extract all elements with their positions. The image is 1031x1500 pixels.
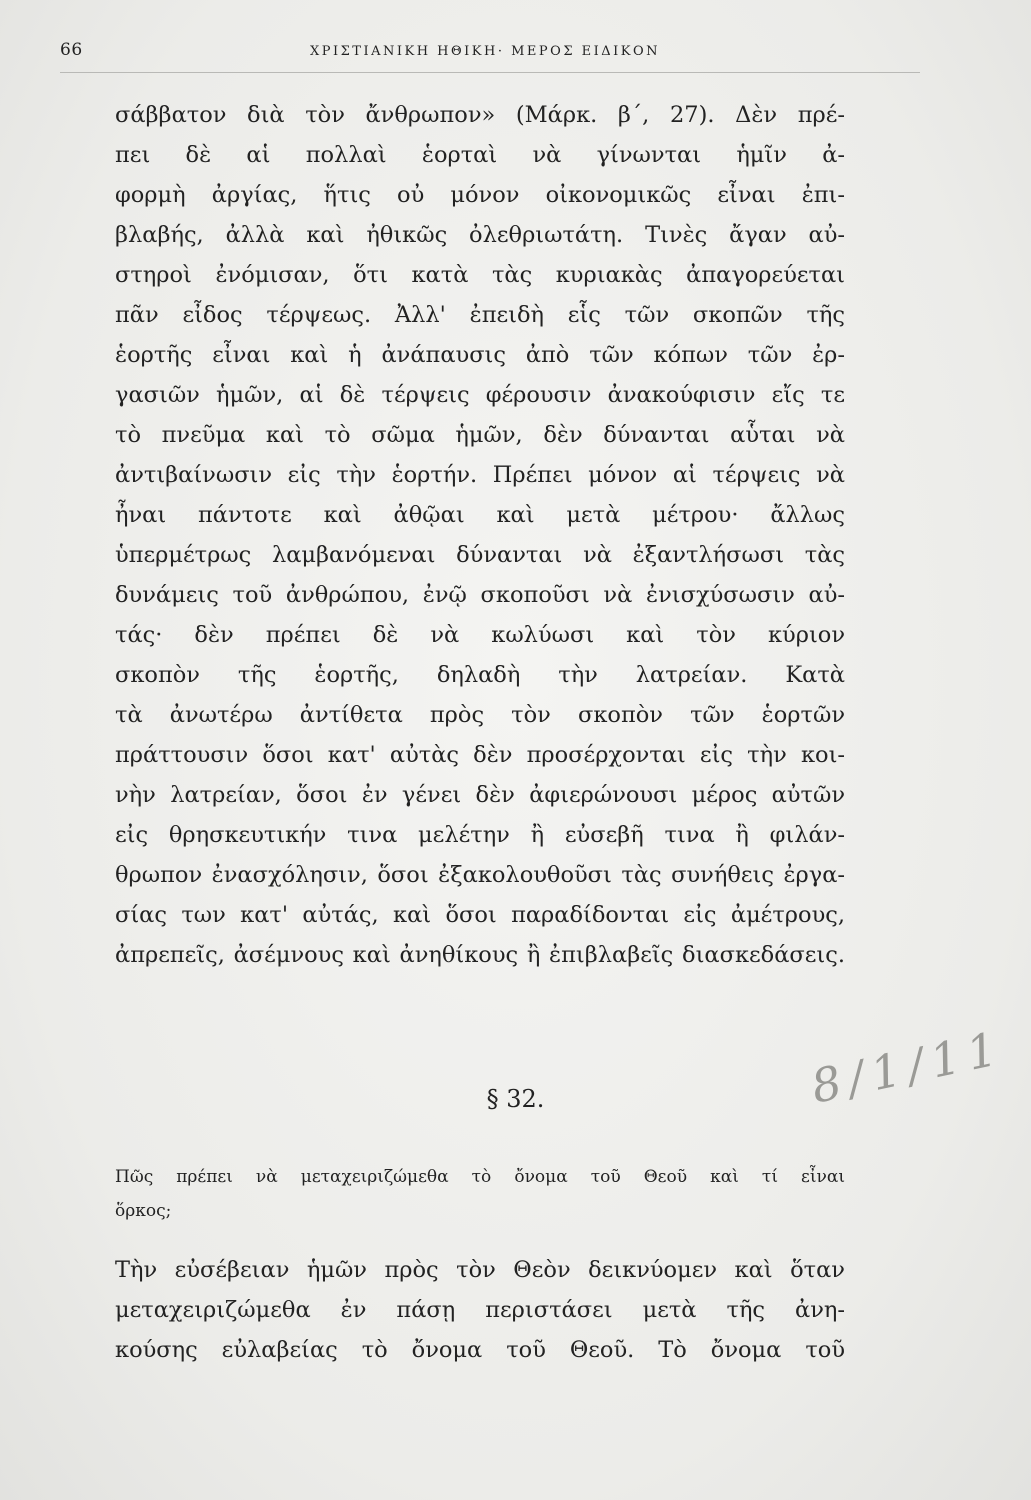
handwritten-annotation: 8/1/11: [806, 1020, 1010, 1114]
question-line: Πῶς πρέπει νὰ μεταχειριζώμεθα τὸ ὄνομα τοῦ Θεοῦ καὶ τί εἶναι: [115, 1167, 845, 1187]
running-title: ΧΡΙΣΤΙΑΝΙΚΗ ΗΘΙΚΗ· ΜΕΡΟΣ ΕΙΔΙΚΟΝ: [309, 44, 661, 59]
page-header: [60, 40, 910, 68]
text-line: βλαβής, ἀλλὰ καὶ ἠθικῶς ὀλεθριωτάτη. Τινὲς ἄγαν αὐ-: [115, 222, 845, 248]
text-line: μεταχειριζώμεθα ἐν πάσῃ περιστάσει μετὰ τῆς ἀνη-: [115, 1297, 845, 1323]
section-question: [115, 1160, 845, 1228]
text-line: τὰ ἀνωτέρω ἀντίθετα πρὸς τὸν σκοπὸν τῶν ἑορτῶν: [115, 702, 845, 728]
text-line: στηροὶ ἐνόμισαν, ὅτι κατὰ τὰς κυριακὰς ἀπαγορεύεται: [115, 262, 845, 288]
text-line: ἀπρεπεῖς, ἀσέμνους καὶ ἀνηθίκους ἢ ἐπιβλαβεῖς διασκεδάσεις.: [115, 942, 845, 968]
section-heading: § 32.: [486, 1085, 545, 1113]
page-number: 66: [60, 40, 83, 60]
text-line: Τὴν εὐσέβειαν ἡμῶν πρὸς τὸν Θεὸν δεικνύομεν καὶ ὅταν: [115, 1257, 845, 1283]
text-line: φορμὴ ἀργίας, ἥτις οὐ μόνον οἰκονομικῶς εἶναι ἐπι-: [115, 182, 845, 208]
text-line: πᾶν εἶδος τέρψεως. Ἀλλ' ἐπειδὴ εἷς τῶν σκοπῶν τῆς: [115, 302, 845, 328]
text-line: ἑορτῆς εἶναι καὶ ἡ ἀνάπαυσις ἀπὸ τῶν κόπων τῶν ἐρ-: [115, 342, 845, 368]
text-line: πει δὲ αἱ πολλαὶ ἑορταὶ νὰ γίνωνται ἡμῖν ἀ-: [115, 142, 845, 168]
text-line: θρωπον ἐνασχόλησιν, ὅσοι ἐξακολουθοῦσι τὰς συνήθεις ἐργα-: [115, 862, 845, 888]
text-line: ἀντιβαίνωσιν εἰς τὴν ἑορτήν. Πρέπει μόνον αἱ τέρψεις νὰ: [115, 462, 845, 488]
text-line: νὴν λατρείαν, ὅσοι ἐν γένει δὲν ἀφιερώνουσι μέρος αὐτῶν: [115, 782, 845, 808]
text-line: εἰς θρησκευτικήν τινα μελέτην ἢ εὐσεβῆ τινα ἢ φιλάν-: [115, 822, 845, 848]
question-line: ὅρκος;: [115, 1201, 172, 1221]
text-line: σάββατον διὰ τὸν ἄνθρωπον» (Μάρκ. β΄, 27). Δὲν πρέ-: [115, 102, 845, 128]
text-line: σίας των κατ' αὐτάς, καὶ ὅσοι παραδίδονται εἰς ἀμέτρους,: [115, 902, 845, 928]
text-line: τάς· δὲν πρέπει δὲ νὰ κωλύωσι καὶ τὸν κύριον: [115, 622, 845, 648]
text-line: ἦναι πάντοτε καὶ ἀθῷαι καὶ μετὰ μέτρου· ἄλλως: [115, 502, 845, 528]
main-text: [115, 95, 845, 975]
text-line: δυνάμεις τοῦ ἀνθρώπου, ἐνῷ σκοποῦσι νὰ ἐνισχύσωσιν αὐ-: [115, 582, 845, 608]
text-line: ὑπερμέτρως λαμβανόμεναι δύνανται νὰ ἐξαντλήσωσι τὰς: [115, 542, 845, 568]
text-line: τὸ πνεῦμα καὶ τὸ σῶμα ἡμῶν, δὲν δύνανται αὗται νὰ: [115, 422, 845, 448]
header-rule: [60, 72, 920, 73]
text-line: σκοπὸν τῆς ἑορτῆς, δηλαδὴ τὴν λατρείαν. Κατὰ: [115, 662, 845, 688]
text-line: πράττουσιν ὅσοι κατ' αὐτὰς δὲν προσέρχονται εἰς τὴν κοι-: [115, 742, 845, 768]
text-line: κούσης εὐλαβείας τὸ ὄνομα τοῦ Θεοῦ. Τὸ ὄνομα τοῦ: [115, 1337, 845, 1363]
text-line: γασιῶν ἡμῶν, αἱ δὲ τέρψεις φέρουσιν ἀνακούφισιν εἴς τε: [115, 382, 845, 408]
section-text: [115, 1250, 845, 1370]
